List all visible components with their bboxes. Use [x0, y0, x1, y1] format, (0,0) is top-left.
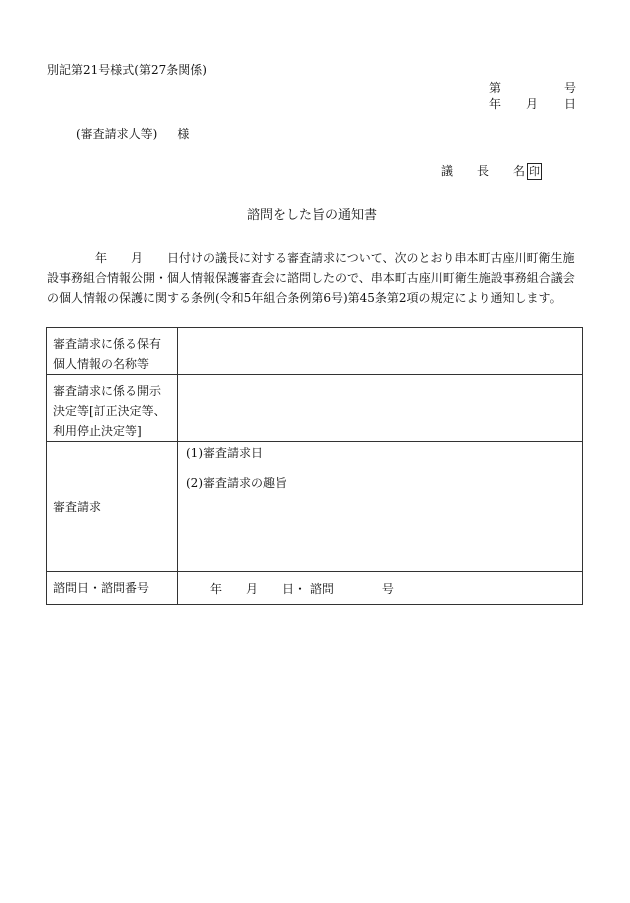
- body-line: 設事務組合情報公開・個人情報保護審査会に諮問したので、串本町古座川町衛生施設事務組合議会: [47, 271, 575, 285]
- document-number: [489, 81, 576, 95]
- seal-mark: 印: [529, 165, 541, 178]
- sender-line: [441, 163, 542, 180]
- table-row: [47, 442, 583, 572]
- label-held-info-name: 審査請求に係る保有 個人情報の名称等: [47, 328, 178, 375]
- addressee: (審査請求人等): [76, 127, 158, 141]
- body-line: 年 月 日付けの議長に対する審査請求について、次のとおり串本町古座川町衛生施: [47, 251, 575, 265]
- table-row: [47, 572, 583, 605]
- table-row: [47, 375, 583, 442]
- date-day: 日: [564, 97, 577, 111]
- review-request-date: (1)審査請求日: [186, 446, 263, 460]
- label-consultation-date-number: 諮問日・諮問番号: [47, 572, 178, 605]
- review-request-purpose: (2)審査請求の趣旨: [186, 476, 287, 490]
- addressee-line: [76, 127, 189, 141]
- value-disclosure-decision[interactable]: [178, 375, 583, 442]
- notice-body: [47, 248, 587, 308]
- number-suffix: 号: [564, 81, 577, 95]
- table-row: [47, 328, 583, 375]
- label-disclosure-decision: 審査請求に係る開示 決定等[訂正決定等、 利用停止決定等]: [47, 375, 178, 442]
- label-review-request: 審査請求: [47, 442, 178, 572]
- notice-table: [46, 327, 583, 605]
- date-month: 月: [526, 97, 539, 111]
- value-consultation-date-number[interactable]: 年 月 日・ 諮問 号: [178, 572, 583, 605]
- sender-title: 議 長 名: [441, 164, 526, 178]
- body-line: の個人情報の保護に関する条例(令和5年組合条例第6号)第45条第2項の規定により通知します。: [47, 291, 562, 305]
- number-prefix: 第: [489, 81, 502, 95]
- addressee-honorific: 様: [177, 127, 190, 141]
- value-review-request[interactable]: [178, 442, 583, 572]
- document-date: [489, 97, 576, 111]
- document-title: 諮問をした旨の通知書: [247, 208, 378, 223]
- date-year: 年: [489, 97, 502, 111]
- value-held-info-name[interactable]: [178, 328, 583, 375]
- form-header-label: 別記第21号様式(第27条関係): [47, 63, 207, 77]
